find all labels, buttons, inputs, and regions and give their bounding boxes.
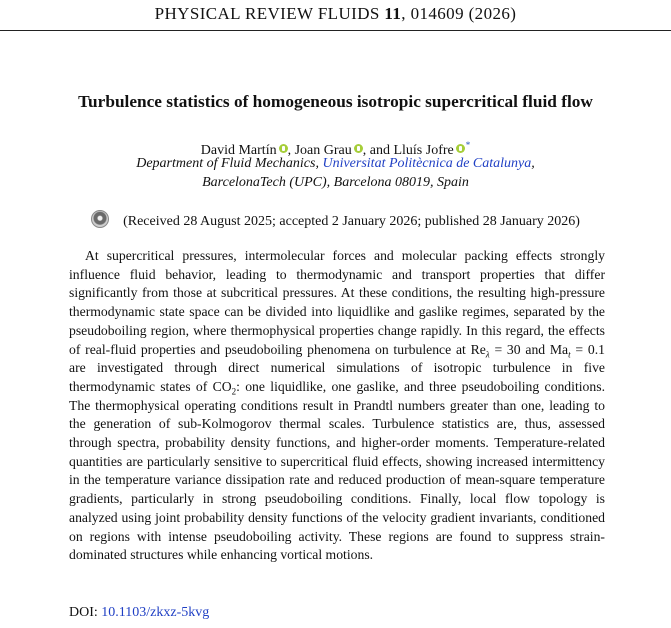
abstract-paragraph	[69, 247, 605, 565]
author-name[interactable]: Joan Grau	[294, 143, 352, 158]
author-separator: , and	[362, 143, 394, 158]
orcid-icon[interactable]	[456, 144, 465, 153]
reynolds-symbol: Re	[470, 341, 486, 357]
abstract-text: are investigated through direct numerical simulations of isotropic turbulence in five thermodynamic states of CO	[69, 360, 605, 394]
mach-subscript: t	[568, 349, 571, 360]
publication-history	[0, 210, 671, 231]
affiliation-comma: ,	[531, 156, 535, 171]
doi-label: DOI:	[69, 605, 102, 620]
reynolds-number	[470, 341, 490, 360]
reynolds-subscript: λ	[485, 349, 490, 360]
doi-link[interactable]: 10.1103/zkxz-5kvg	[101, 605, 210, 620]
received-dates: (Received 28 August 2025; accepted 2 January 2026; published 28 January 2026)	[123, 214, 580, 229]
author-name[interactable]: Lluís Jofre	[393, 143, 454, 158]
journal-volume: 11	[384, 4, 402, 23]
doi-line	[69, 604, 209, 622]
mach-number	[549, 341, 571, 360]
open-access-badge-icon[interactable]	[91, 210, 109, 228]
orcid-icon[interactable]	[279, 144, 288, 153]
paper-title: Turbulence statistics of homogeneous isotropic supercritical fluid flow	[78, 92, 593, 111]
affiliation-address: BarcelonaTech (UPC), Barcelona 08019, Spain	[202, 174, 469, 190]
affiliation	[0, 155, 671, 192]
orcid-icon[interactable]	[354, 144, 363, 153]
affiliation-department: Department of Fluid Mechanics,	[136, 156, 323, 171]
abstract	[69, 247, 605, 565]
abstract-text: : one liquidlike, one gaslike, and three pseudoboiling conditions. The thermophysical operating conditions result in Prandtl numbers greater than one, leading to the generation of sub-Kolmogorov thermal scales. Turbulence statistics are, thus, assessed through spectra, probability density functions, and higher-order moments. Temperature-related quantities are particularly sensitive to supercritical fluid effects, showing increased intermittency in the temperature variance dissipation rate and reduced production of mean-square temperature gradients, particularly in strong pseudoboiling conditions. Finally, local flow topology is analyzed using joint probability density functions of the velocity gradient invariants, conditioned on regions with intense pseudoboiling activity. These regions are found to suppress strain-dominated structures while enhancing vortical motions.	[69, 378, 605, 563]
co2-subscript: 2	[231, 386, 237, 397]
running-head	[0, 0, 671, 31]
mach-symbol: Ma	[549, 341, 569, 357]
author-separator: ,	[287, 143, 295, 158]
abstract-text: At supercritical pressures, intermolecular forces and molecular packing effects strongly influence fluid behavior, leading to thermodynamic and transport properties that differ significantly from those at subcritical pressures. At these conditions, the resulting high-pressure thermodynamic state space can be divided into liquidlike and gaslike regimes, separated by the pseudoboiling region, where thermophysical properties change rapidly. In this regard, the effects of real-fluid properties and pseudoboiling phenomena on turbulence at	[69, 248, 605, 357]
mach-value: = 0.1	[570, 341, 605, 357]
article-citation: , 014609 (2026)	[401, 4, 517, 23]
university-link[interactable]: Universitat Politècnica de Catalunya	[322, 156, 532, 171]
journal-name: PHYSICAL REVIEW FLUIDS	[154, 4, 380, 23]
reynolds-value: = 30 and	[489, 341, 550, 357]
author-name[interactable]: David Martín	[200, 143, 277, 158]
corresponding-author-mark[interactable]: *	[465, 140, 471, 150]
